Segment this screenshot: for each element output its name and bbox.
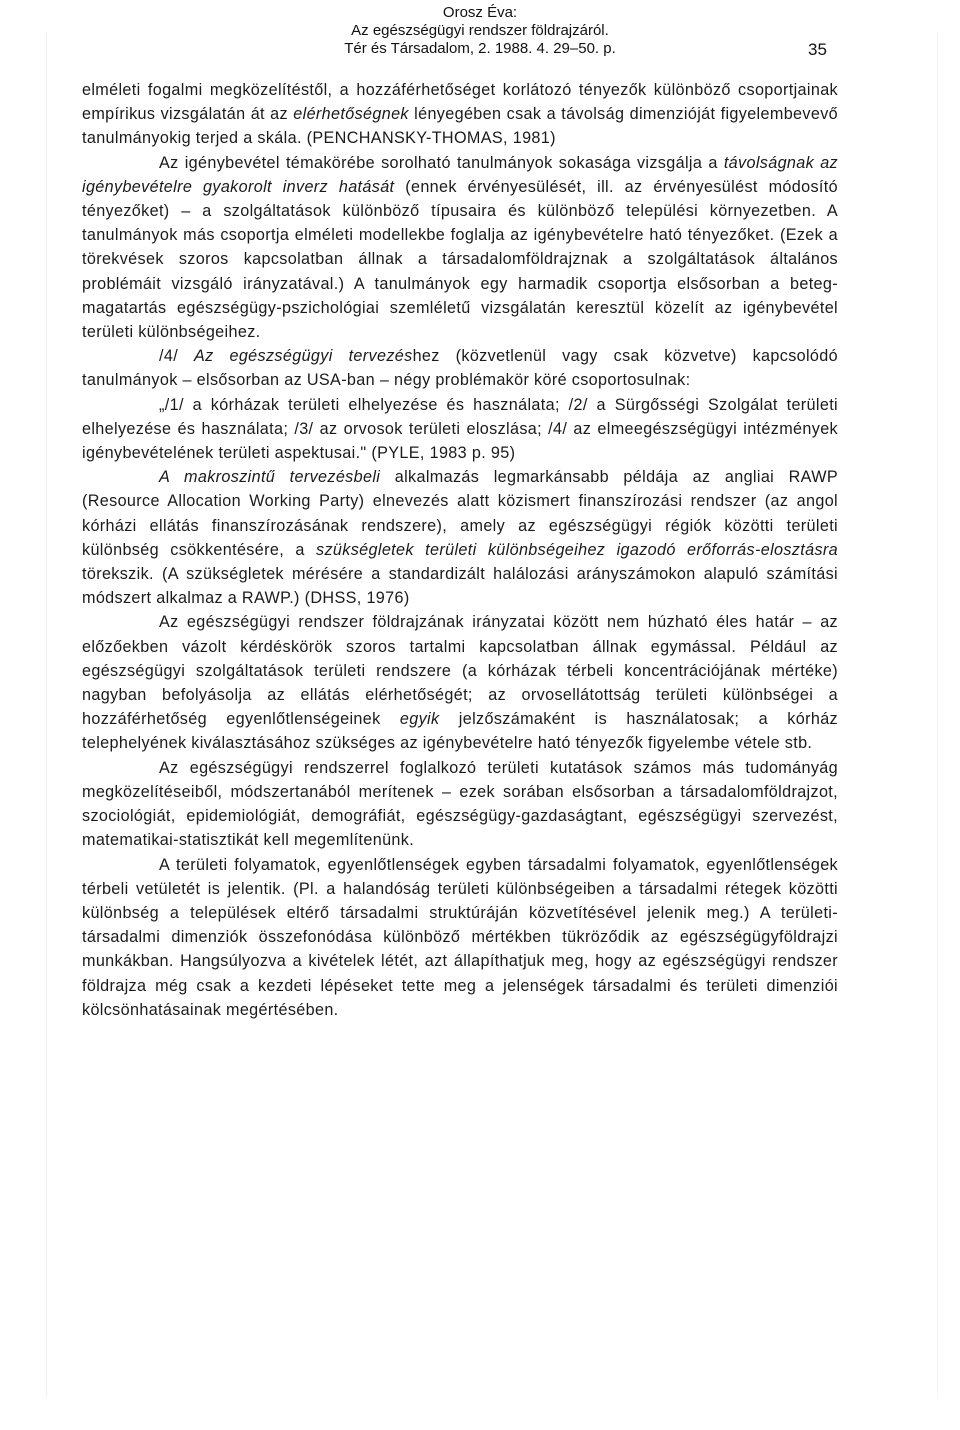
text-run: /4/	[159, 347, 194, 366]
text-run: elméleti fogalmi megközelítéstől, a hozzáférhetőséget korlátozó tényezők különböző csoportjainak empírikus vizsgálatán át az	[82, 81, 838, 124]
text-run: alkalmazás legmarkánsabb példája az angliai RAWP (Resource Allocation Working Party) elnevezés alatt közismert finanszírozási rendszer (az angol kórházi ellátás finanszírozásának rendszere), amely az egészségügyi régiók közötti területi különbség csökkentésére, a	[82, 468, 838, 559]
text-run: jelzőszámaként is használatosak; a kórház telephelyének kiválasztásához szükséges az igénybevételre ható tényezők figyelembe vétele stb.	[82, 710, 838, 753]
citation-author: Orosz Éva:	[442, 4, 518, 21]
text-run: lényegében csak a távolság dimenzióját figyelembevevő tanulmányokig terjed a skála. (PENCHANSKY-THOMAS, 1981)	[82, 105, 838, 148]
text-run: (ennek érvényesülését, ill. az érvényesülést módosító tényezőket) – a szolgáltatások különböző típusaira és különböző települési környezetben. A tanulmányok más csoportja elméleti modellekbe foglalja az igénybevételre ható tényezőket. (Ezek a törekvések szoros kapcsolatban állnak a társadalomföldrajznak a szolgáltatások általános problémáit vizsgáló irányzatával.) A tanulmányok egy harmadik csoportja elsősorban a beteg-magatartás egészségügy-pszichológiai szemléletű vizsgálatán keresztül közelít az igénybevétel területi különbségeihez.	[82, 177, 838, 342]
quoted-paragraph	[82, 393, 838, 466]
paragraph	[82, 853, 838, 1022]
emphasis-text: A makroszintű tervezésbeli	[159, 468, 381, 487]
text-run: A területi folyamatok, egyenlőtlenségek egyben társadalmi folyamatok, egyenlőtlenségek térbeli vetületét is jelentik. (Pl. a halandóság területi különbségeiben a társadalmi rétegek közötti különbség a települések eltérő társadalmi struktúráján közvetítésével jelenik meg.) A területi-társadalmi dimenziók összefonódása különböző mértékben tükröződik az egészségügyföldrajzi munkákban. Hangsúlyozva a kivételek létét, azt állapíthatjuk meg, hogy az egészségügyi rendszer földrajza még csak a kezdeti lépéseket tette meg a jelenségek társadalmi és területi dimenziói kölcsönhatásainak megértésében.	[82, 855, 838, 1019]
citation-header	[260, 4, 700, 58]
paragraph	[82, 610, 838, 755]
text-run: „/1/ a kórházak területi elhelyezése és használata; /2/ a Sürgősségi Szolgálat területi elhelyezése és használata; /3/ az orvosok területi eloszlása; /4/ az elmeegészségügyi intézmények igénybevételének területi aspektusai." (PYLE, 1983 p. 95)	[82, 395, 838, 463]
emphasis-text: egyik	[399, 710, 440, 729]
emphasis-text: elérhetőségnek	[293, 105, 409, 124]
paragraph	[82, 78, 838, 151]
citation-journal: Tér és Társadalom, 2. 1988. 4. 29–50. p.	[344, 40, 616, 57]
emphasis-text: Az egészségügyi tervezés	[193, 347, 413, 366]
body-text	[82, 78, 838, 1022]
citation-title: Az egészségügyi rendszer földrajzáról.	[351, 22, 609, 39]
text-run: Az igénybevétel témakörébe sorolható tanulmányok sokasága vizsgálja a	[159, 153, 724, 172]
page-number: 35	[808, 40, 827, 59]
paragraph	[82, 151, 838, 345]
paragraph	[82, 756, 838, 853]
paragraph	[82, 465, 838, 610]
paragraph	[82, 344, 838, 392]
text-run: Az egészségügyi rendszerrel foglalkozó területi kutatások számos más tudományág megközelítéseiből, módszertanából merítenek – ezek sorában elsősorban a társadalomföldrajzot, szociológiát, epidemiológiát, demográfiát, egészségügy-gazdaságtant, egészségügyi szervezést, matematikai-statisztikát kell megemlítenünk.	[82, 758, 838, 850]
text-run: hez (közvetlenül vagy csak közvetve) kapcsolódó tanulmányok – elsősorban az USA-ban – négy problémakör köré csoportosulnak:	[82, 347, 838, 390]
text-run: törekszik. (A szükségletek mérésére a standardizált halálozási arányszámokon alapuló számítási módszert alkalmaz a RAWP.) (DHSS, 1976)	[82, 565, 838, 608]
text-run: Az egészségügyi rendszer földrajzának irányzatai között nem húzható éles határ – az előzőekben vázolt kérdéskörök szoros tartalmi kapcsolatban állnak egymással. Például az egészségügyi szolgáltatások területi rendszere (a kórházak térbeli koncentrációjának mértéke) nagyban befolyásolja az ellátás elérhetőségét; az orvosellátottság területi különbségei a hozzáférhetőség egyenlőtlenségeinek	[82, 613, 838, 729]
emphasis-text: szükségletek területi különbségeihez igazodó erőforrás-elosztásra	[316, 540, 838, 559]
emphasis-text: távolságnak az igénybevételre gyakorolt inverz hatását	[82, 153, 839, 196]
